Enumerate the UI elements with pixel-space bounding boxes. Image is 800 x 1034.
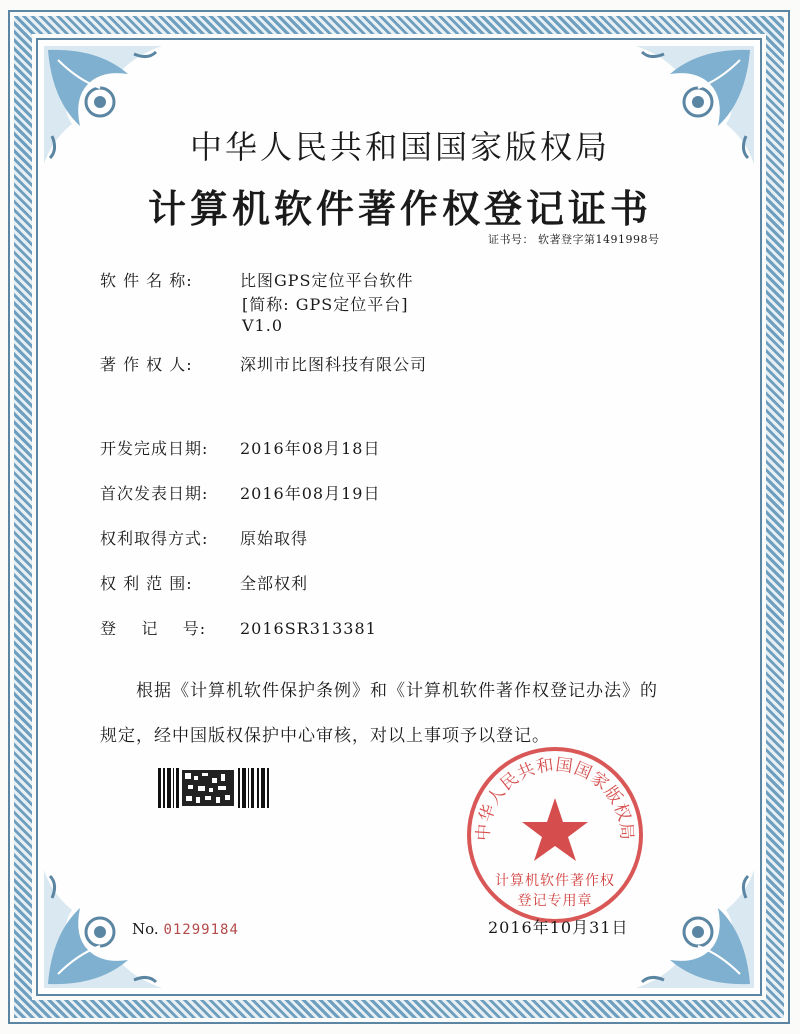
dev-date-value: 2016年08月18日 [240, 439, 381, 458]
registration-label: 登 记 号: [100, 619, 207, 638]
software-version: V1.0 [242, 316, 283, 335]
registration-value: 2016SR313381 [240, 619, 377, 638]
software-name-row [100, 268, 414, 291]
scope-row [100, 571, 308, 594]
certificate-title: 计算机软件著作权登记证书 [147, 186, 652, 231]
pub-date-row [100, 481, 380, 504]
software-name-label: 软 件 名 称: [100, 271, 193, 290]
serial-number [132, 920, 239, 938]
acquisition-value: 原始取得 [240, 529, 309, 548]
certificate-number: 证书号： 软著登字第1491998号 [488, 233, 660, 246]
owner-label: 著 作 权 人: [100, 355, 193, 374]
scope-label: 权 利 范 围: [100, 574, 193, 593]
serial-prefix: No. [132, 920, 159, 938]
dev-date-label: 开发完成日期: [100, 439, 209, 458]
official-seal [460, 740, 650, 930]
software-name-value: 比图GPS定位平台软件 [240, 271, 414, 290]
seal-line-2: 登记专用章 [517, 893, 593, 909]
seal-ring-text: 中华人民共和国国家版权局 [473, 755, 637, 842]
barcode [158, 768, 270, 808]
owner-value: 深圳市比图科技有限公司 [240, 355, 428, 374]
dev-date-row [100, 436, 380, 459]
pub-date-value: 2016年08月19日 [240, 484, 381, 503]
acquisition-row [100, 526, 308, 549]
software-short-name: [简称: GPS定位平台] [242, 295, 409, 314]
seal-line-1: 计算机软件著作权 [495, 873, 615, 889]
issuing-authority: 中华人民共和国国家版权局 [189, 128, 610, 166]
owner-row [100, 352, 427, 375]
statement-line-2: 规定，经中国版权保护中心审核，对以上事项予以登记。 [100, 726, 550, 746]
serial-value: 01299184 [163, 922, 239, 938]
scope-value: 全部权利 [240, 574, 309, 593]
statement-line-1: 根据《计算机软件保护条例》和《计算机软件著作权登记办法》的 [136, 681, 658, 701]
pub-date-label: 首次发表日期: [100, 484, 209, 503]
issue-date: 2016年10月31日 [488, 918, 629, 937]
registration-row [100, 616, 377, 639]
acquisition-label: 权利取得方式: [100, 529, 209, 548]
